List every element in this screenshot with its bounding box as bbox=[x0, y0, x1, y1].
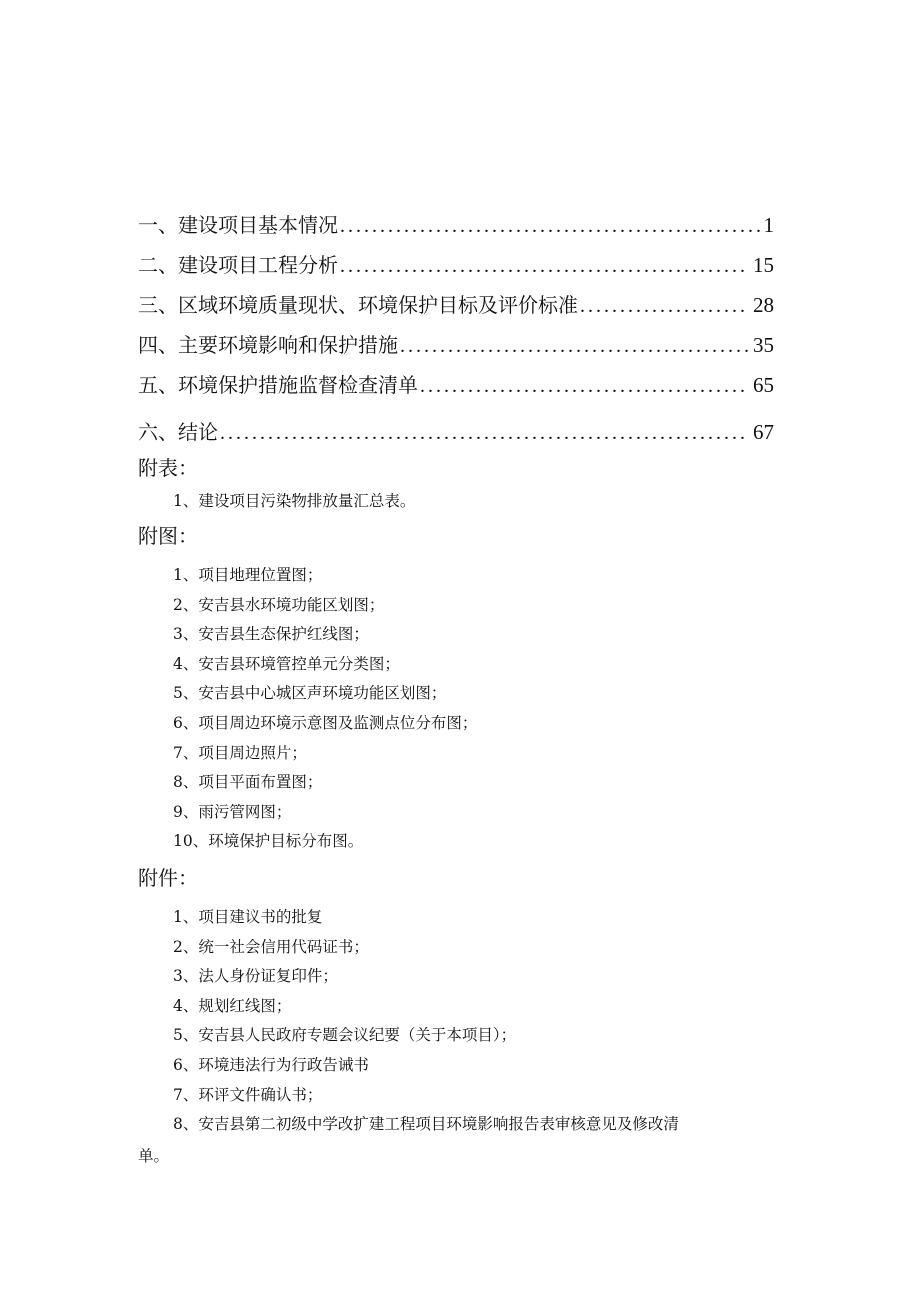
toc-entry-title: 三、区域环境质量现状、环境保护目标及评价标准 bbox=[138, 293, 578, 317]
list-item: 2、安吉县水环境功能区划图； bbox=[173, 595, 385, 614]
list-item: 2、统一社会信用代码证书； bbox=[173, 937, 369, 956]
toc-entry-title: 一、建设项目基本情况 bbox=[138, 213, 338, 237]
list-item: 4、安吉县环境管控单元分类图； bbox=[173, 654, 400, 673]
toc-dot-leader bbox=[340, 206, 760, 246]
toc-entry-page: 15 bbox=[753, 253, 774, 277]
list-item: 4、规划红线图； bbox=[173, 996, 292, 1015]
attached-tables-heading: 附表： bbox=[138, 456, 198, 480]
list-item: 5、安吉县中心城区声环境功能区划图； bbox=[173, 684, 447, 703]
toc-entry-title: 六、结论 bbox=[138, 420, 218, 444]
list-item: 10、环境保护目标分布图。 bbox=[173, 832, 364, 851]
list-item: 9、雨污管网图； bbox=[173, 802, 292, 821]
list-item: 1、项目地理位置图； bbox=[173, 566, 323, 584]
list-item: 8、安吉县第二初级中学改扩建工程项目环境影响报告表审核意见及修改清 bbox=[173, 1115, 679, 1134]
list-item: 7、项目周边照片； bbox=[173, 743, 307, 762]
attachments-heading: 附件： bbox=[138, 866, 198, 890]
list-item: 7、环评文件确认书； bbox=[173, 1085, 323, 1104]
toc-entry[interactable] bbox=[138, 365, 774, 405]
list-item: 1、项目建议书的批复 bbox=[173, 908, 323, 926]
toc-dot-leader bbox=[580, 286, 749, 326]
attached-figures-heading: 附图： bbox=[138, 524, 198, 548]
list-item: 6、环境违法行为行政告诫书 bbox=[173, 1055, 369, 1074]
list-item: 8、项目平面布置图； bbox=[173, 773, 323, 792]
toc-entry-title: 五、环境保护措施监督检查清单 bbox=[138, 373, 418, 397]
toc-entry-title: 四、主要环境影响和保护措施 bbox=[138, 333, 398, 357]
attachments-list bbox=[173, 903, 753, 1140]
toc-dot-leader bbox=[400, 326, 749, 366]
list-item: 3、法人身份证复印件； bbox=[173, 967, 338, 986]
toc-entry-page: 65 bbox=[753, 373, 774, 397]
list-item: 6、项目周边环境示意图及监测点位分布图； bbox=[173, 713, 478, 732]
toc-entry-title: 二、建设项目工程分析 bbox=[138, 253, 338, 277]
list-item: 5、安吉县人民政府专题会议纪要（关于本项目）； bbox=[173, 1026, 517, 1045]
attached-figures-list bbox=[173, 561, 753, 857]
toc-entry[interactable] bbox=[138, 285, 774, 325]
toc-dot-leader bbox=[340, 246, 749, 286]
toc-entry[interactable] bbox=[138, 245, 774, 285]
toc-entry[interactable] bbox=[138, 405, 774, 451]
toc-entry-page: 67 bbox=[753, 420, 774, 444]
toc-entry[interactable] bbox=[138, 205, 774, 245]
toc-dot-leader bbox=[220, 406, 749, 460]
list-item: 3、安吉县生态保护红线图； bbox=[173, 625, 369, 644]
toc-entry[interactable] bbox=[138, 325, 774, 365]
toc-dot-leader bbox=[420, 366, 749, 406]
list-item-continuation: 单。 bbox=[138, 1147, 170, 1165]
toc-entry-page: 1 bbox=[763, 213, 774, 237]
toc-entry-page: 35 bbox=[753, 333, 774, 357]
toc-entry-page: 28 bbox=[753, 293, 774, 317]
table-of-contents bbox=[138, 205, 774, 451]
attached-tables-list bbox=[173, 487, 753, 517]
list-item: 1、建设项目污染物排放量汇总表。 bbox=[173, 492, 416, 510]
